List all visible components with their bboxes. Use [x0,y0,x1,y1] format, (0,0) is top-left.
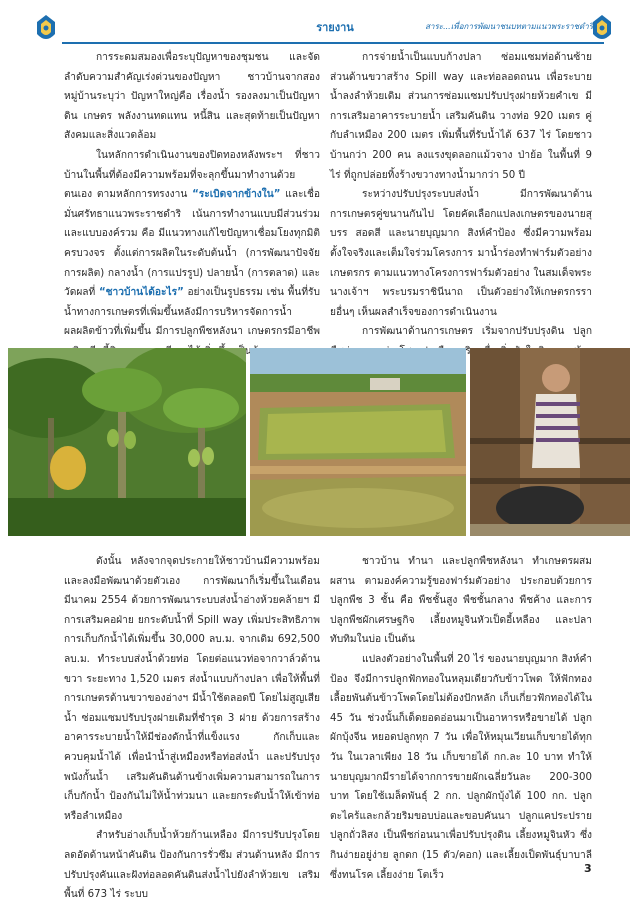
page-header [0,14,638,50]
farm-pond-photo [250,348,466,536]
page-number: 3 [584,862,592,875]
paragraph: ชาวบ้าน ทำนา และปลูกพืชหลังนา ทำเกษตรผสมผสาน ตามองค์ความรู้ของฟาร์มตัวอย่าง ประกอบด้วยการปลูกพืช 3 ชั้น คือ พืชชั้นสูง พืชชั้นกลาง พืชค้าง และการปลูกพืชผักเศรษฐกิจ เลี้ยงหมูจินหัวเป็ดอี้เหลือง และปลาทับทิมในบ่อ เป็นต้น [330,556,592,646]
article-column-4 [330,552,592,885]
farmer-with-pig-photo [470,348,630,536]
paragraph: ในหลักการดำเนินงานของปิดทองหลังพระฯ ที่ชาวบ้านในพื้นที่ต้องมีความพร้อมที่จะลุกขึ้นมาทำงานด้วยตนเอง ตามหลักการทรงงาน “ระเบิดจากข้างใน” และเชื่อมั่นศรัทธาแนวพระราชดำริ เน้นการทำงานแบบมีส่วนร่วม และแบบองค์รวม คือ มีแนวทางแก้ไขปัญหาเชื่อมโยงทุกมิติครบวงจร ตั้งแต่การผลิตในระดับต้นน้ำ (การพัฒนาปัจจัยการผลิต) กลางน้ำ (การแปรรูป) ปลายน้ำ (การตลาด) และวัดผลที่ “ชาวบ้านได้อะไร” อย่างเป็นรูปธรรม เช่น พื้นที่รับน้ำทางการเกษตรที่เพิ่มขึ้นหลังมีการบริหารจัดการน้ำ ผลผลิตข้าวที่เพิ่มขึ้น มีการปลูกพืชหลังนา เกษตรกรมีอาชีพ [64,149,320,338]
highlight-quote: “ชาวบ้านได้อะไร” [98,287,184,299]
paragraph: การจ่ายน้ำเป็นแบบก้างปลา ซ่อมแซมท่อด้านซ้าย ส่วนด้านขวาสร้าง Spill way และท่อลอดถนน เพื่อระบายน้ำลงลำห้วยเดิม ส่วนการซ่อมแซมปรับปรุงฝายห้วยคำเข มีการเสริมอาคารระบายน้ำ เสริมคันดิน วางท่อ 920 เมตร คู่กับลำเหมือง 200 เมตร เพิ่มพื้นที่รับน้ำได้ 637 ไร่ โดยชาวบ้านกว่า 200 คน ลงแรงขุดลอกแม้วจาง ป่าย้อ ในพื้นที่ 9 ไร่ ที่ถูกปล่อยทิ้งร้างขวางทางน้ำมากว่า 50 ปี [330,52,592,181]
article-column-2 [330,48,592,381]
paragraph: ดังนั้น หลังจากจุดประกายให้ชาวบ้านมีความพร้อมและลงมือพัฒนาด้วยตัวเอง การพัฒนาก็เริ่มขึ้นในเดือนมีนาคม 2554 ด้วยการพัฒนาระบบส่งน้ำอ่างห้วยคล้ายฯ มีการเสริมคอฝ่าย ยกระดับน้ำที่ Spill way เพิ่มประสิทธิภาพการเก็บกักน้ำได้เพิ่มขึ้น 30,000 ลบ.ม. จากเดิม 692,500 ลบ.ม. ทำระบบส่งน้ำด้วยท่อ โดยต่อแนวท่อจากวาล์วด้านขวา ระยะทาง 1,520 เมตร ส่งน้ำแบบก้างปลา เพื่อให้พื้นที่การเกษตรด้านขวาของอ่างฯ มีน้ำใช้ตลอดปี โดยไม่สูญเสียน้ำ ซ่อมแซมปรับปรุงฝายเดิมที่ชำรุด 3 ฝาย ด้วยการสร้างอาคารระบายน้ำให้มีช่องดักน้ำที่แข็งแรง กักเก็บและควบคุมน้ำได้ เพื่อนำน้ำสู่เหมืองหรือท่อส่งน้ำ และปรับปรุงพนังกั้นน้ำ เสริมคันดินด้านข้างเพิ่มความสามารถในการเก็บกักน้ำ ป้องกันไม่ให้น้ำท่วมนา และยกระดับน้ำให้เข้าท่อหรือลำเหมือง [64,556,320,822]
royal-emblem-icon [34,14,58,44]
photo-strip [8,348,630,536]
paragraph: แปลงตัวอย่างในพื้นที่ 20 ไร่ ของนายบุญมาก สิงห์คำป้อง จึงมีการปลูกฟักทองในหลุมเดียวกับข้าวโพด ให้ฟักทองเลื้อยพันต้นข้าวโพดโดยไม่ต้องปักหลัก เก็บเกี่ยวฟักทองได้ใน 45 วัน ช่วงนั้นก็เด็ดยอดอ่อนมาเป็นอาหารหรือขายได้ ปลูกผักบุ้งจีน หยอดปลูกทุก 7 วัน เพื่อให้หมุนเวียนเก็บขายได้ทุกวัน ในเวลาเพียง 18 วัน เก็บขายได้ กก.ละ 10 บาท ทำให้นายบุญมากมีรายได้จากการขายผักเฉลี่ยวันละ 200-300 บาท โดยใช้เมล็ดพันธุ์ 2 กก. ปลูกผักบุ้งได้ 100 กก. ปลูกตะไคร้และกล้วยริมขอบบ่อและขอบคันนา ปลูกแคประปราย ปลูกถั่วลิสง เป็นพืชก่อนนาเพื่อปรับปรุงดิน เลี้ยงหมูจินหัว ซึ่งกินง่ายอยู่ง่าย ลูกดก (15 ตัว/คอก) และเลี้ยงเป็ดพันธุ์บาบาลี ซึ่งทนโรค เลี้ยงง่าย โตเร็ว [330,653,592,881]
header-rule [62,42,604,44]
paragraph: การระดมสมองเพื่อระบุปัญหาของชุมชน และจัดลำดับความสำคัญเร่งด่วนของปัญหา ชาวบ้านจากสองหมู่บ้านระบุว่า ปัญหาใหญ่คือ เรื่องน้ำ รองลงมาเป็นปัญหาดิน เกษตร พลังงานทดแทน หนี้สิน และสุดท้ายเป็นปัญหาสังคมและสิ่งแวดล้อม [64,52,320,142]
article-column-1 [64,48,320,362]
royal-emblem-icon [590,14,614,44]
section-label: รายงาน [316,21,354,34]
paragraph: สำหรับอ่างเก็บน้ำห้วยก้านเหลือง มีการปรับปรุงโดยลดอัดด้านหน้าคันดิน ป้องกันการรั่วซึม ส่วนด้านหลัง มีการปรับปรุงคันและฝังท่อลอดคันดินส่งน้ำไปยังลำห้วยเข เสริมพื้นที่ 673 ไร่ ระบบ [64,830,320,901]
header-tagline: สาระ...เพื่อการพัฒนาชนบทตามแนวพระราชดำริ [425,22,593,31]
papaya-garden-photo [8,348,246,536]
article-column-3 [64,552,320,902]
paragraph: ระหว่างปรับปรุงระบบส่งน้ำ มีการพัฒนาด้านการเกษตรคู่ขนานกันไป โดยคัดเลือกแปลงเกษตรของนายสุบรร สอดสี และนายบุญมาก สิงห์คำป้อง ซึ่งมีความพร้อม ตั้งใจจริงและเต็มใจร่วมโครงการ มาน้ำร่องทำฟาร์มตัวอย่างเกษตรกร ตามแนวทางโครงการฟาร์มตัวอย่าง ในสมเด็จพระนางเจ้าฯ พระบรมราชินีนาถ เป็นตัวอย่างให้เกษตรกรรายอื่นๆ เห็นผลสำเร็จของการดำเนินงาน [330,189,592,318]
highlight-quote: “ระเบิดจากข้างใน” [192,189,281,201]
paragraph: การพัฒนาด้านการเกษตร เริ่มจากปรับปรุงดิน ปลูก พริก [362,326,592,357]
